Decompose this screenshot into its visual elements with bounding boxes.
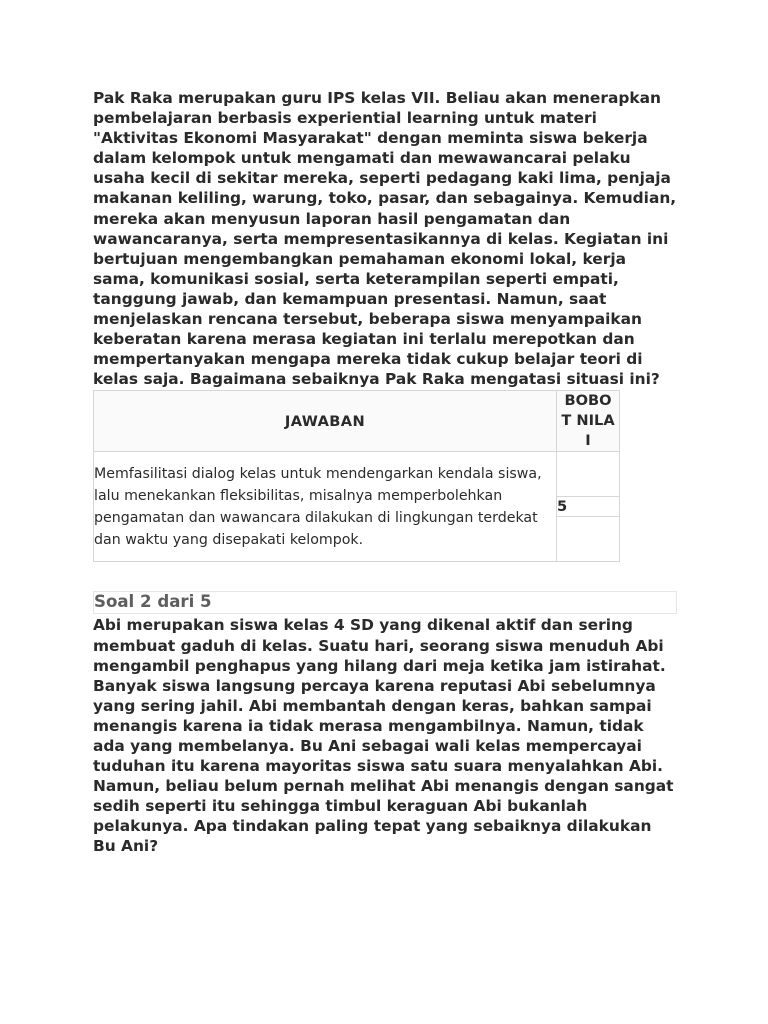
answer-row	[94, 452, 620, 497]
document-page	[93, 88, 677, 857]
weight-value: 5	[557, 497, 620, 517]
answer-text: Memfasilitasi dialog kelas untuk mendengarkan kendala siswa, lalu menekankan fleksibilitas, misalnya memperbolehkan pengamatan dan wawancara dilakukan di lingkungan terdekat dan waktu yang disepakati kelompok.	[94, 452, 557, 562]
question-1-text: Pak Raka merupakan guru IPS kelas VII. Beliau akan menerapkan pembelajaran berbasis experiential learning untuk materi "Aktivitas Ekonomi Masyarakat" dengan meminta siswa bekerja dalam kelompok untuk mengamati dan mewawancarai pelaku usaha kecil di sekitar mereka, seperti pedagang kaki lima, penjaja makanan keliling, warung, toko, pasar, dan sebagainya. Kemudian, mereka akan menyusun laporan hasil pengamatan dan wawancaranya, serta mempresentasikannya di kelas. Kegiatan ini bertujuan mengembangkan pemahaman ekonomi lokal, kerja sama, komunikasi sosial, serta keterampilan seperti empati, tanggung jawab, dan kemampuan presentasi. Namun, saat menjelaskan rencana tersebut, beberapa siswa menyampaikan keberatan karena merasa kegiatan ini terlalu merepotkan dan mempertanyakan mengapa mereka tidak cukup belajar teori di kelas saja. Bagaimana sebaiknya Pak Raka mengatasi situasi ini?	[93, 89, 677, 389]
answer-table	[93, 390, 620, 562]
weight-column-header	[557, 391, 620, 452]
weight-cell-empty-top	[557, 452, 620, 497]
answer-table-header-row	[94, 391, 620, 452]
answer-column-header: JAWABAN	[94, 391, 557, 452]
question-counter-title: Soal 2 dari 5	[93, 591, 677, 614]
question-2-text: Abi merupakan siswa kelas 4 SD yang dikenal aktif dan sering membuat gaduh di kelas. Suatu hari, seorang siswa menuduh Abi mengambil penghapus yang hilang dari meja ketika jam istirahat. Banyak siswa langsung percaya karena reputasi Abi sebelumnya yang sering jahil. Abi membantah dengan keras, bahkan sampai menangis karena ia tidak merasa mengambilnya. Namun, tidak ada yang membelanya. Bu Ani sebagai wali kelas mempercayai tuduhan itu karena mayoritas siswa satu suara menyalahkan Abi. Namun, beliau belum pernah melihat Abi menangis dengan sangat sedih seperti itu sehingga timbul keraguan Abi bukanlah pelakunya. Apa tindakan paling tepat yang sebaiknya dilakukan Bu Ani?	[93, 616, 674, 856]
weight-cell-empty-bottom	[557, 517, 620, 562]
weight-header-label: BOBOT NILAI	[561, 392, 615, 450]
